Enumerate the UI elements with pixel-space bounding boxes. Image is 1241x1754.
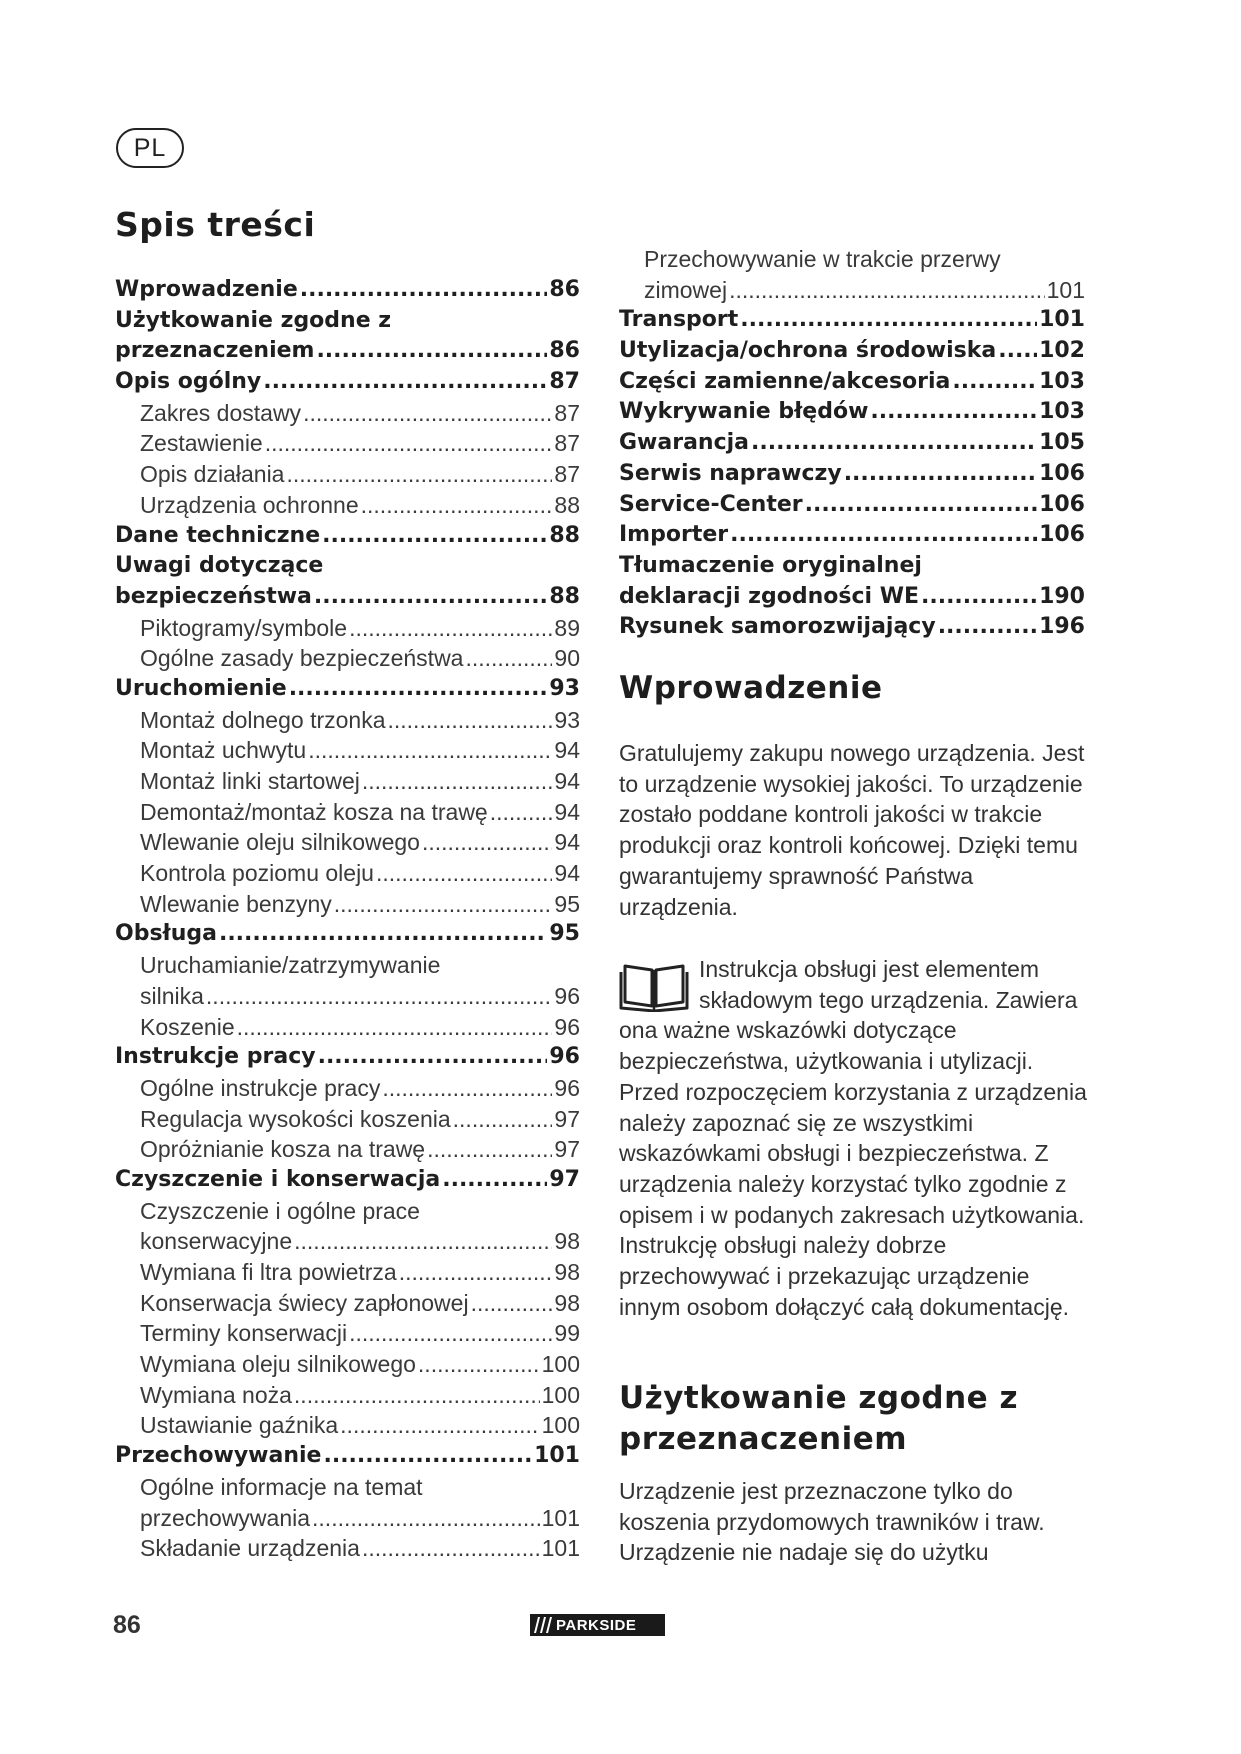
toc-entry: [115, 490, 580, 521]
toc-entry-title: Serwis naprawczy: [619, 460, 842, 486]
usage-paragraph: Urządzenie jest przeznaczone tylko do koszenia przydomowych trawników i traw. Urządzenie nie nadaje się do użytku: [619, 1478, 1045, 1566]
toc-entry: [115, 1165, 580, 1196]
toc-entry: [115, 275, 580, 306]
brand-name: PARKSIDE: [556, 1616, 637, 1634]
toc-leader-dots: [265, 428, 553, 459]
toc-entry-page: 94: [554, 860, 580, 887]
toc-leader-dots: [490, 797, 553, 828]
toc-entry-page: 100: [541, 1381, 580, 1408]
toc-entry-title: Montaż dolnego trzonka: [140, 706, 386, 733]
toc-leader-dots: [303, 398, 552, 429]
instruction-note-text: Instrukcja obsługi jest elementem składowym tego urządzenia. Zawiera ona ważne wskazówki dotyczące bezpieczeństwa, użytkowania i utylizacji. Przed rozpoczęciem korzystania z urządzenia należy zapoznać się ze wszystkimi wskazówkami obsługi i bezpieczeństwa. Z urządzenia należy korzystać tylko zgodnie z opisem i w podanych zakresach użytkowania. Instrukcję obsługi należy dobrze przechowywać i przekazując urządzenie innym osobom dołączyć całą dokumentację.: [619, 956, 1087, 1320]
toc-entry-page: 100: [541, 1412, 580, 1439]
toc-entry-page: 99: [554, 1320, 580, 1347]
toc-entry-page: 96: [554, 1013, 580, 1040]
toc-leader-dots: [206, 981, 552, 1012]
toc-entry: [619, 305, 1085, 336]
toc-leader-dots: [237, 1012, 553, 1043]
toc-entry-page: 101: [541, 1535, 580, 1562]
toc-entry: [115, 521, 580, 552]
toc-entry-title: Importer: [619, 522, 729, 548]
toc-entry-page: 100: [541, 1351, 580, 1378]
toc-entry: [115, 1042, 580, 1073]
toc-left-column: [115, 275, 580, 1564]
toc-entry-page: 94: [554, 798, 580, 825]
toc-entry-page: 105: [1039, 430, 1085, 456]
parkside-logo: [530, 1614, 665, 1636]
toc-entry-title: Wlewanie oleju silnikowego: [140, 829, 420, 856]
toc-entry: [115, 1073, 580, 1104]
toc-entry-page: 101: [534, 1443, 580, 1469]
toc-leader-dots: [289, 674, 548, 705]
toc-entry: [619, 459, 1085, 490]
toc-entry: [115, 705, 580, 736]
toc-leader-dots: [349, 613, 552, 644]
toc-entry: [115, 1441, 580, 1472]
toc-leader-dots: [322, 521, 547, 552]
toc-leader-dots: [362, 1533, 540, 1564]
toc-leader-dots: [399, 1257, 553, 1288]
toc-right-column: [619, 244, 1085, 643]
toc-entry-page: 106: [1039, 522, 1085, 548]
toc-leader-dots: [300, 275, 548, 306]
toc-entry-title: zimowej: [644, 276, 728, 303]
toc-entry-page: 196: [1039, 614, 1085, 640]
toc-leader-dots: [453, 1104, 553, 1135]
toc-leader-dots: [740, 305, 1037, 336]
toc-leader-dots: [362, 766, 553, 797]
toc-leader-dots: [870, 397, 1037, 428]
toc-leader-dots: [294, 1380, 540, 1411]
toc-entry: [619, 582, 1085, 613]
toc-leader-dots: [323, 1441, 532, 1472]
toc-entry-page: 103: [1039, 399, 1085, 425]
toc-entry: [115, 306, 580, 337]
toc-entry-page: 93: [549, 675, 580, 701]
toc-leader-dots: [921, 582, 1037, 613]
brand-stripes-icon: [530, 1614, 554, 1636]
toc-entry-title: Wlewanie benzyny: [140, 890, 332, 917]
toc-entry-title: Terminy konserwacji: [140, 1320, 348, 1347]
toc-entry-title: Wykrywanie błędów: [619, 399, 869, 425]
toc-entry: [619, 428, 1085, 459]
toc-entry: [619, 520, 1085, 551]
toc-entry-title: przeznaczeniem: [115, 338, 315, 364]
toc-entry-page: 98: [554, 1259, 580, 1285]
instruction-note: [619, 954, 1089, 1322]
toc-entry: [115, 1196, 580, 1227]
toc-entry-title: Uruchomienie: [115, 675, 287, 701]
toc-leader-dots: [219, 919, 547, 950]
toc-entry: [115, 981, 580, 1012]
toc-entry: [115, 1134, 580, 1165]
toc-entry-title: Koszenie: [140, 1013, 235, 1040]
toc-entry-page: 97: [554, 1136, 580, 1163]
toc-leader-dots: [751, 428, 1037, 459]
toc-entry-page: 96: [554, 1074, 580, 1101]
toc-leader-dots: [422, 827, 552, 858]
toc-entry-page: 90: [554, 645, 580, 672]
toc-entry-title: Czyszczenie i konserwacja: [115, 1166, 441, 1192]
toc-entry: [115, 367, 580, 398]
toc-leader-dots: [418, 1349, 540, 1380]
toc-entry-title: Dane techniczne: [115, 522, 321, 548]
toc-entry: [115, 889, 580, 920]
toc-entry-title: Montaż uchwytu: [140, 737, 307, 764]
toc-entry-title: Składanie urządzenia: [140, 1535, 360, 1562]
toc-entry-title: Konserwacja świecy zapłonowej: [140, 1289, 469, 1316]
toc-leader-dots: [382, 1073, 552, 1104]
toc-entry-page: 103: [1039, 368, 1085, 394]
toc-leader-dots: [952, 367, 1037, 398]
toc-entry: [115, 613, 580, 644]
toc-entry-page: 95: [554, 890, 580, 917]
toc-entry-title: Service-Center: [619, 491, 803, 517]
toc-entry: [115, 1410, 580, 1441]
toc-leader-dots: [318, 1042, 548, 1073]
toc-entry-page: 94: [554, 737, 580, 764]
toc-leader-dots: [729, 275, 1045, 306]
toc-leader-dots: [471, 1288, 553, 1319]
intro-paragraph: Gratulujemy zakupu nowego urządzenia. Jest to urządzenie wysokiej jakości. To urządzenie zostało poddane kontroli jakości w trakcie produkcji oraz kontroli końcowej. Dzięki temu gwarantujemy sprawność Państwa urządzenia.: [619, 740, 1085, 920]
toc-entry: [115, 858, 580, 889]
toc-leader-dots: [730, 520, 1037, 551]
toc-entry: [115, 1012, 580, 1043]
toc-entry-title: Wymiana oleju silnikowego: [140, 1351, 416, 1378]
toc-entry-title: Wprowadzenie: [115, 277, 298, 302]
toc-leader-dots: [998, 336, 1037, 367]
toc-entry-title: Ogólne zasady bezpieczeństwa: [140, 645, 464, 672]
toc-entry-page: 87: [549, 369, 580, 395]
toc-entry: [115, 1380, 580, 1411]
toc-entry: [619, 612, 1085, 643]
toc-entry-page: 98: [554, 1289, 580, 1316]
toc-entry-title: Instrukcje pracy: [115, 1044, 316, 1070]
toc-entry-title: Uruchamianie/zatrzymywanie: [140, 952, 441, 979]
toc-entry-title: konserwacyjne: [140, 1228, 293, 1255]
toc-entry: [619, 551, 1085, 582]
toc-entry-page: 98: [554, 1228, 580, 1255]
toc-entry-title: Obsługa: [115, 921, 217, 947]
toc-entry: [115, 1533, 580, 1564]
toc-leader-dots: [427, 1134, 552, 1165]
toc-entry-title: Uwagi dotyczące: [115, 553, 324, 579]
toc-entry-page: 86: [549, 338, 580, 364]
toc-entry-page: 106: [1039, 460, 1085, 486]
toc-leader-dots: [334, 889, 553, 920]
toc-entry-title: Ogólne instrukcje pracy: [140, 1074, 381, 1101]
toc-entry-page: 94: [554, 768, 580, 794]
toc-entry: [619, 244, 1085, 275]
toc-entry-page: 96: [554, 982, 580, 1009]
toc-entry-title: Ustawianie gaźnika: [140, 1412, 339, 1439]
toc-entry-title: Przechowywanie w trakcie przerwy: [644, 246, 1001, 272]
toc-title: Spis treści: [115, 205, 316, 244]
toc-entry-page: 106: [1039, 491, 1085, 517]
toc-entry-title: Tłumaczenie oryginalnej: [619, 552, 922, 578]
toc-leader-dots: [294, 1226, 552, 1257]
toc-leader-dots: [349, 1318, 552, 1349]
toc-entry-title: deklaracji zgodności WE: [619, 583, 919, 609]
toc-entry: [115, 919, 580, 950]
toc-entry: [115, 398, 580, 429]
toc-entry-page: 89: [554, 614, 580, 641]
toc-entry-title: Części zamienne/akcesoria: [619, 368, 951, 394]
toc-entry-page: 96: [549, 1044, 580, 1070]
toc-entry-title: Opis ogólny: [115, 369, 262, 395]
toc-entry: [115, 1257, 580, 1288]
toc-entry-title: Urządzenia ochronne: [140, 491, 359, 518]
toc-entry-page: 87: [554, 430, 580, 457]
toc-entry: [115, 1226, 580, 1257]
toc-entry: [619, 336, 1085, 367]
book-icon: [619, 958, 689, 1012]
toc-entry-title: Montaż linki startowej: [140, 768, 360, 794]
toc-entry-page: 101: [541, 1504, 580, 1531]
toc-entry: [115, 827, 580, 858]
toc-entry-title: Kontrola poziomu oleju: [140, 860, 374, 887]
toc-entry-title: Zestawienie: [140, 430, 263, 457]
toc-leader-dots: [312, 1503, 540, 1534]
toc-entry: [115, 1288, 580, 1319]
toc-leader-dots: [314, 582, 547, 613]
toc-entry: [115, 766, 580, 797]
toc-entry-page: 88: [549, 583, 580, 609]
toc-leader-dots: [805, 490, 1037, 521]
toc-leader-dots: [938, 612, 1037, 643]
toc-entry-page: 88: [549, 522, 580, 548]
toc-entry-page: 101: [1046, 276, 1085, 303]
toc-entry-title: Gwarancja: [619, 430, 750, 456]
toc-entry-title: przechowywania: [140, 1504, 311, 1531]
toc-entry-title: Utylizacja/ochrona środowiska: [619, 338, 997, 364]
toc-entry-page: 87: [554, 461, 580, 488]
toc-entry-page: 87: [554, 399, 580, 426]
toc-entry-page: 97: [554, 1105, 580, 1132]
toc-entry-page: 101: [1039, 307, 1085, 333]
toc-entry-title: silnika: [140, 982, 204, 1009]
toc-entry: [115, 551, 580, 582]
toc-entry-title: Czyszczenie i ogólne prace: [140, 1197, 420, 1224]
toc-entry-title: Ogólne informacje na temat: [140, 1473, 423, 1500]
toc-entry-page: 102: [1039, 338, 1085, 364]
toc-leader-dots: [286, 459, 552, 490]
toc-entry: [115, 1472, 580, 1503]
toc-entry-title: Użytkowanie zgodne z: [115, 307, 392, 333]
toc-entry: [115, 643, 580, 674]
toc-entry: [115, 1349, 580, 1380]
toc-entry-title: Rysunek samorozwijający: [619, 614, 936, 640]
toc-entry-title: Wymiana fi ltra powietrza: [140, 1259, 397, 1285]
toc-entry-page: 88: [554, 491, 580, 518]
toc-entry: [115, 797, 580, 828]
toc-entry: [115, 1104, 580, 1135]
toc-entry-page: 190: [1039, 583, 1085, 609]
toc-leader-dots: [442, 1165, 547, 1196]
toc-entry: [115, 1318, 580, 1349]
toc-leader-dots: [316, 336, 547, 367]
toc-entry: [115, 1503, 580, 1534]
toc-entry: [115, 735, 580, 766]
toc-entry-title: Demontaż/montaż kosza na trawę: [140, 798, 488, 825]
toc-leader-dots: [388, 705, 553, 736]
toc-entry: [115, 428, 580, 459]
language-badge: PL: [116, 128, 184, 168]
toc-entry-page: 86: [549, 277, 580, 302]
toc-entry: [115, 674, 580, 705]
toc-entry: [115, 582, 580, 613]
toc-entry-page: 94: [554, 829, 580, 856]
section-heading-uzytkowanie: Użytkowanie zgodne z przeznaczeniem: [619, 1380, 1019, 1457]
toc-leader-dots: [465, 643, 552, 674]
toc-entry-page: 93: [554, 706, 580, 733]
toc-leader-dots: [308, 735, 552, 766]
toc-entry: [619, 367, 1085, 398]
toc-entry-title: Zakres dostawy: [140, 399, 302, 426]
toc-entry: [115, 950, 580, 981]
toc-entry-title: Wymiana noża: [140, 1381, 292, 1408]
toc-entry-title: Transport: [619, 307, 739, 333]
toc-leader-dots: [376, 858, 552, 889]
toc-entry-title: Przechowywanie: [115, 1443, 322, 1469]
toc-entry-title: Piktogramy/symbole: [140, 614, 348, 641]
toc-entry-title: Opis działania: [140, 461, 285, 488]
toc-leader-dots: [361, 490, 553, 521]
toc-entry: [115, 336, 580, 367]
page-number: 86: [113, 1611, 141, 1639]
toc-entry-title: Opróżnianie kosza na trawę: [140, 1136, 426, 1163]
toc-entry: [619, 275, 1085, 306]
toc-entry: [619, 490, 1085, 521]
toc-leader-dots: [844, 459, 1037, 490]
toc-entry-title: Regulacja wysokości koszenia: [140, 1105, 451, 1132]
toc-entry-page: 95: [549, 921, 580, 947]
toc-leader-dots: [340, 1410, 539, 1441]
toc-entry: [115, 459, 580, 490]
toc-entry: [619, 397, 1085, 428]
toc-leader-dots: [263, 367, 547, 398]
toc-entry-title: bezpieczeństwa: [115, 583, 312, 609]
toc-entry-page: 97: [549, 1166, 580, 1192]
section-heading-wprowadzenie: Wprowadzenie: [619, 670, 883, 706]
